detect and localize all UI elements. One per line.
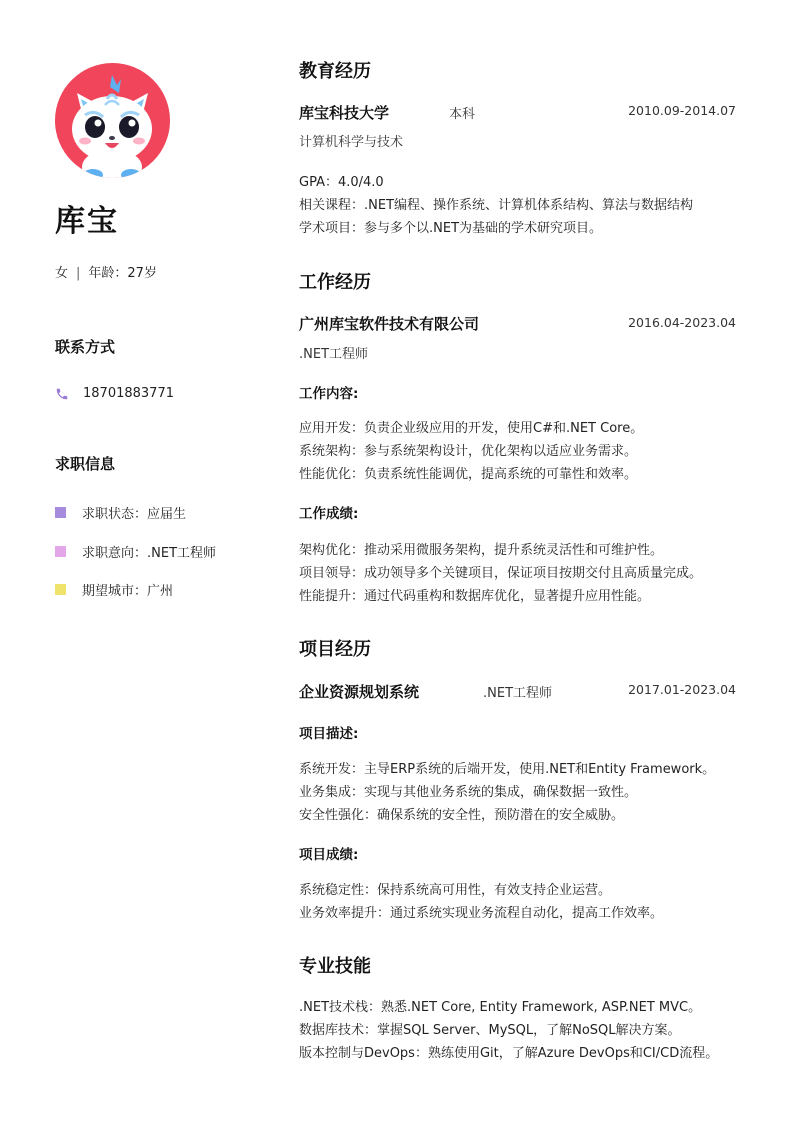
job-status-item [55, 503, 186, 522]
main-content [299, 0, 739, 1121]
work-content-heading: 工作内容: [299, 386, 359, 402]
basic-info [55, 262, 157, 281]
purple-square-icon [55, 507, 66, 518]
skills-heading: 专业技能 [299, 956, 371, 977]
job-target-item [55, 542, 216, 561]
job-city: 期望城市：广州 [82, 584, 174, 599]
project-result-heading: 项目成绩: [299, 847, 359, 863]
job-city-item [55, 580, 173, 599]
work-role: .NET工程师 [299, 347, 369, 362]
contact-phone-row [55, 386, 174, 401]
project-role: .NET工程师 [483, 686, 553, 701]
phone-icon [55, 387, 69, 401]
project-name: 企业资源规划系统 [299, 683, 420, 701]
work-content-line: 性能优化：负责系统性能调优，提高系统的可靠性和效率。 [299, 467, 638, 482]
info-separator: | [76, 266, 81, 281]
sidebar [0, 0, 260, 1121]
project-date: 2017.01-2023.04 [628, 682, 736, 697]
job-status: 求职状态：应届生 [82, 507, 187, 522]
project-desc-heading: 项目描述: [299, 726, 359, 742]
work-date: 2016.04-2023.04 [628, 315, 736, 330]
project-result-line: 业务效率提升：通过系统实现业务流程自动化，提高工作效率。 [299, 906, 664, 921]
skill-line: .NET技术栈：熟悉.NET Core, Entity Framework, ASP.NET MVC。 [299, 1000, 702, 1015]
education-heading: 教育经历 [299, 61, 371, 82]
project-heading: 项目经历 [299, 639, 371, 660]
work-achievement-line: 架构优化：推动采用微服务架构，提升系统灵活性和可维护性。 [299, 543, 664, 558]
work-content-line: 应用开发：负责企业级应用的开发，使用C#和.NET Core。 [299, 421, 644, 436]
phone-number[interactable]: 18701883771 [83, 386, 174, 401]
degree: 本科 [449, 107, 476, 122]
project-desc-line: 业务集成：实现与其他业务系统的集成，确保数据一致性。 [299, 785, 638, 800]
education-date: 2010.09-2014.07 [628, 103, 736, 118]
yellow-square-icon [55, 584, 66, 595]
major: 计算机科学与技术 [299, 135, 404, 150]
candidate-name: 库宝 [55, 204, 119, 239]
cat-mascot-image [55, 63, 170, 178]
education-line: GPA：4.0/4.0 [299, 175, 384, 190]
pink-square-icon [55, 546, 66, 557]
job-target: 求职意向：.NET工程师 [82, 546, 217, 561]
work-heading: 工作经历 [299, 272, 371, 293]
project-result-line: 系统稳定性：保持系统高可用性，有效支持企业运营。 [299, 883, 612, 898]
work-content-line: 系统架构：参与系统架构设计，优化架构以适应业务需求。 [299, 444, 638, 459]
avatar [55, 63, 170, 178]
company-name: 广州库宝软件技术有限公司 [299, 315, 480, 333]
gender: 女 [55, 266, 69, 281]
skill-line: 版本控制与DevOps：熟练使用Git，了解Azure DevOps和CI/CD流程。 [299, 1046, 719, 1061]
work-achievement-line: 性能提升：通过代码重构和数据库优化，显著提升应用性能。 [299, 589, 651, 604]
skill-line: 数据库技术：掌握SQL Server、MySQL，了解NoSQL解决方案。 [299, 1023, 681, 1038]
education-line: 相关课程：.NET编程、操作系统、计算机体系结构、算法与数据结构 [299, 198, 694, 213]
work-achievement-line: 项目领导：成功领导多个关键项目，保证项目按期交付且高质量完成。 [299, 566, 703, 581]
school-name: 库宝科技大学 [299, 104, 390, 122]
project-desc-line: 系统开发：主导ERP系统的后端开发，使用.NET和Entity Framework。 [299, 762, 716, 777]
work-achievement-heading: 工作成绩: [299, 506, 359, 522]
education-line: 学术项目：参与多个以.NET为基础的学术研究项目。 [299, 221, 603, 236]
age: 年龄：27岁 [88, 266, 157, 281]
job-intent-heading: 求职信息 [55, 455, 116, 473]
project-desc-line: 安全性强化：确保系统的安全性，预防潜在的安全威胁。 [299, 808, 625, 823]
contact-heading: 联系方式 [55, 338, 116, 356]
